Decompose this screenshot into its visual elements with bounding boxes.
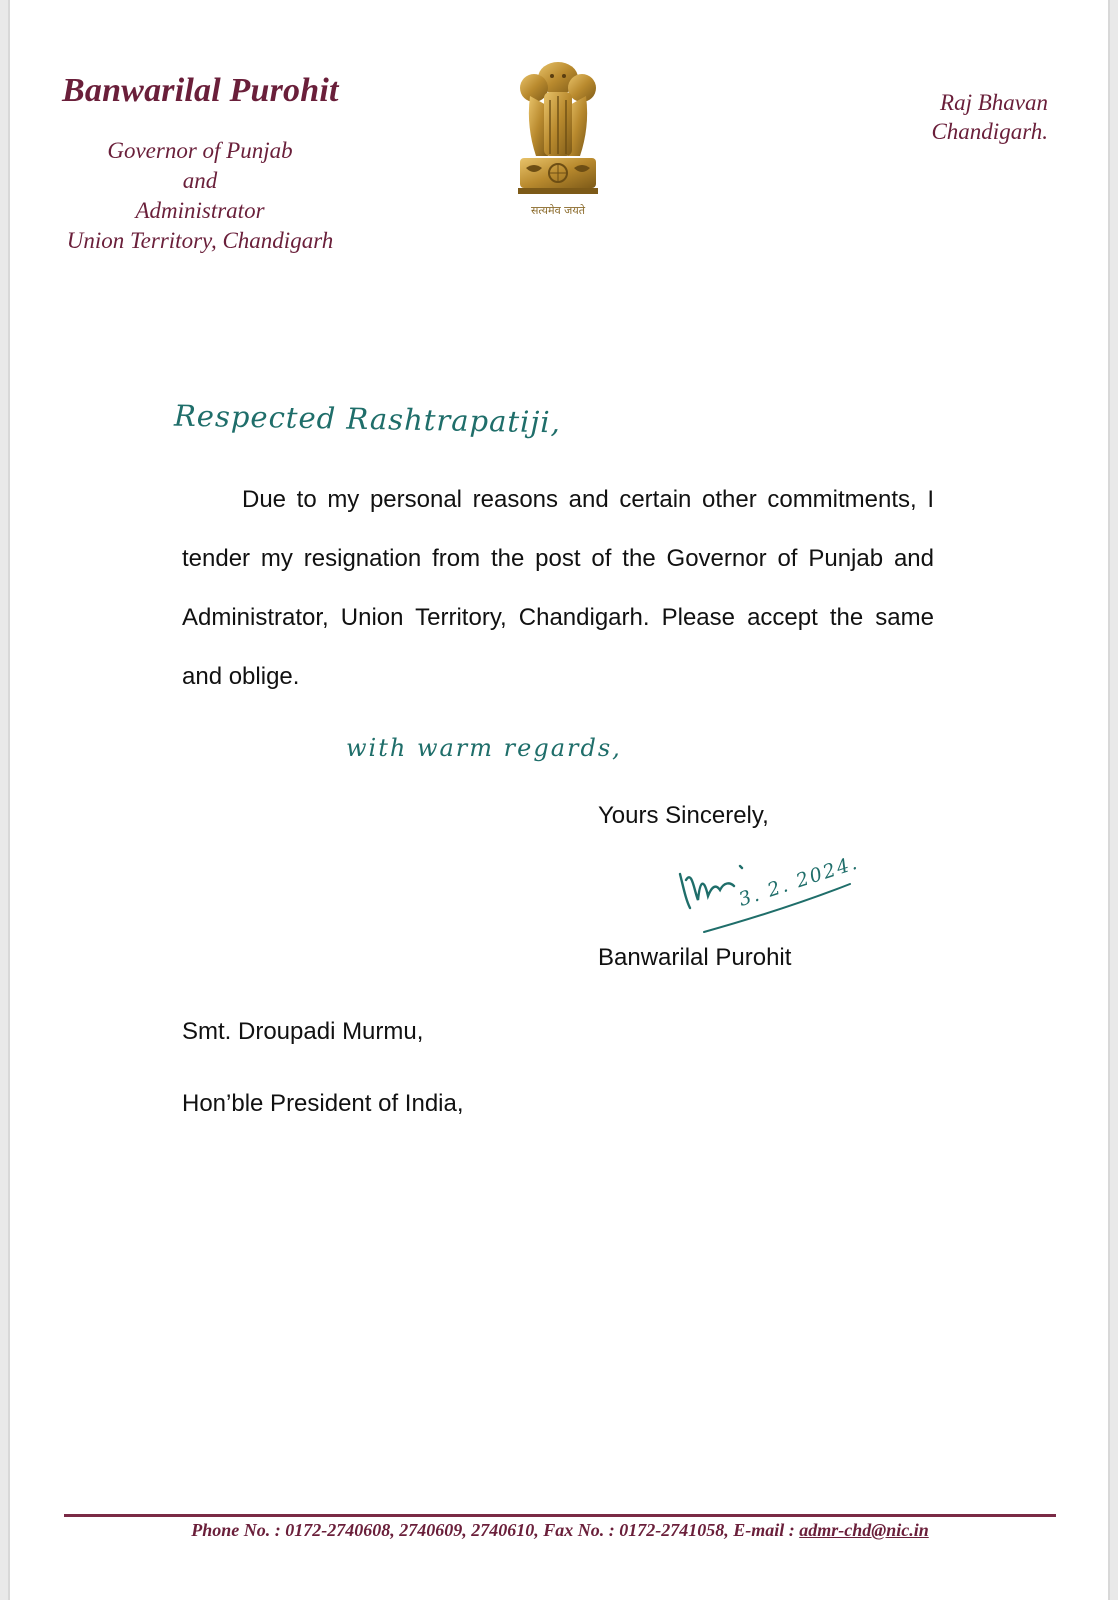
signature-block xyxy=(674,851,874,944)
letter-body xyxy=(182,470,934,706)
handwritten-closing: with warm regards, xyxy=(346,734,622,762)
designation-line: Governor of Punjab xyxy=(107,138,293,163)
footer-contact xyxy=(64,1520,1056,1541)
recipient-name: Smt. Droupadi Murmu, xyxy=(182,1018,424,1045)
footer-contact-text: Phone No. : 0172-2740608, 2740609, 2740610, Fax No. : 0172-2741058, E-mail : xyxy=(191,1520,800,1540)
signature-date: 3. 2. 2024. xyxy=(736,851,862,911)
letterhead-designation xyxy=(50,136,350,256)
letterhead-location xyxy=(931,88,1048,146)
handwritten-salutation: Respected Rashtrapatiji, xyxy=(173,398,562,440)
letter-page xyxy=(8,0,1110,1600)
body-paragraph: Due to my personal reasons and certain other commitments, I tender my resignation from the post of the Governor of Punjab and Administrator, Union Territory, Chandigarh. Please accept the same and oblige. xyxy=(182,486,934,690)
national-emblem-icon xyxy=(508,56,608,226)
emblem-motto: सत्यमेव जयते xyxy=(530,204,585,217)
designation-line: and xyxy=(182,168,218,193)
recipient-title: Hon’ble President of India, xyxy=(182,1090,464,1117)
location-line: Chandigarh. xyxy=(931,119,1048,144)
signatory-name: Banwarilal Purohit xyxy=(598,944,792,971)
designation-line: Union Territory, Chandigarh xyxy=(66,228,334,253)
email-link[interactable]: admr-chd@nic.in xyxy=(799,1520,929,1540)
location-line: Raj Bhavan xyxy=(940,90,1048,115)
designation-line: Administrator xyxy=(135,198,265,223)
footer-divider xyxy=(64,1514,1056,1517)
closing-text: Yours Sincerely, xyxy=(598,802,769,829)
letterhead-name: Banwarilal Purohit xyxy=(62,72,339,109)
